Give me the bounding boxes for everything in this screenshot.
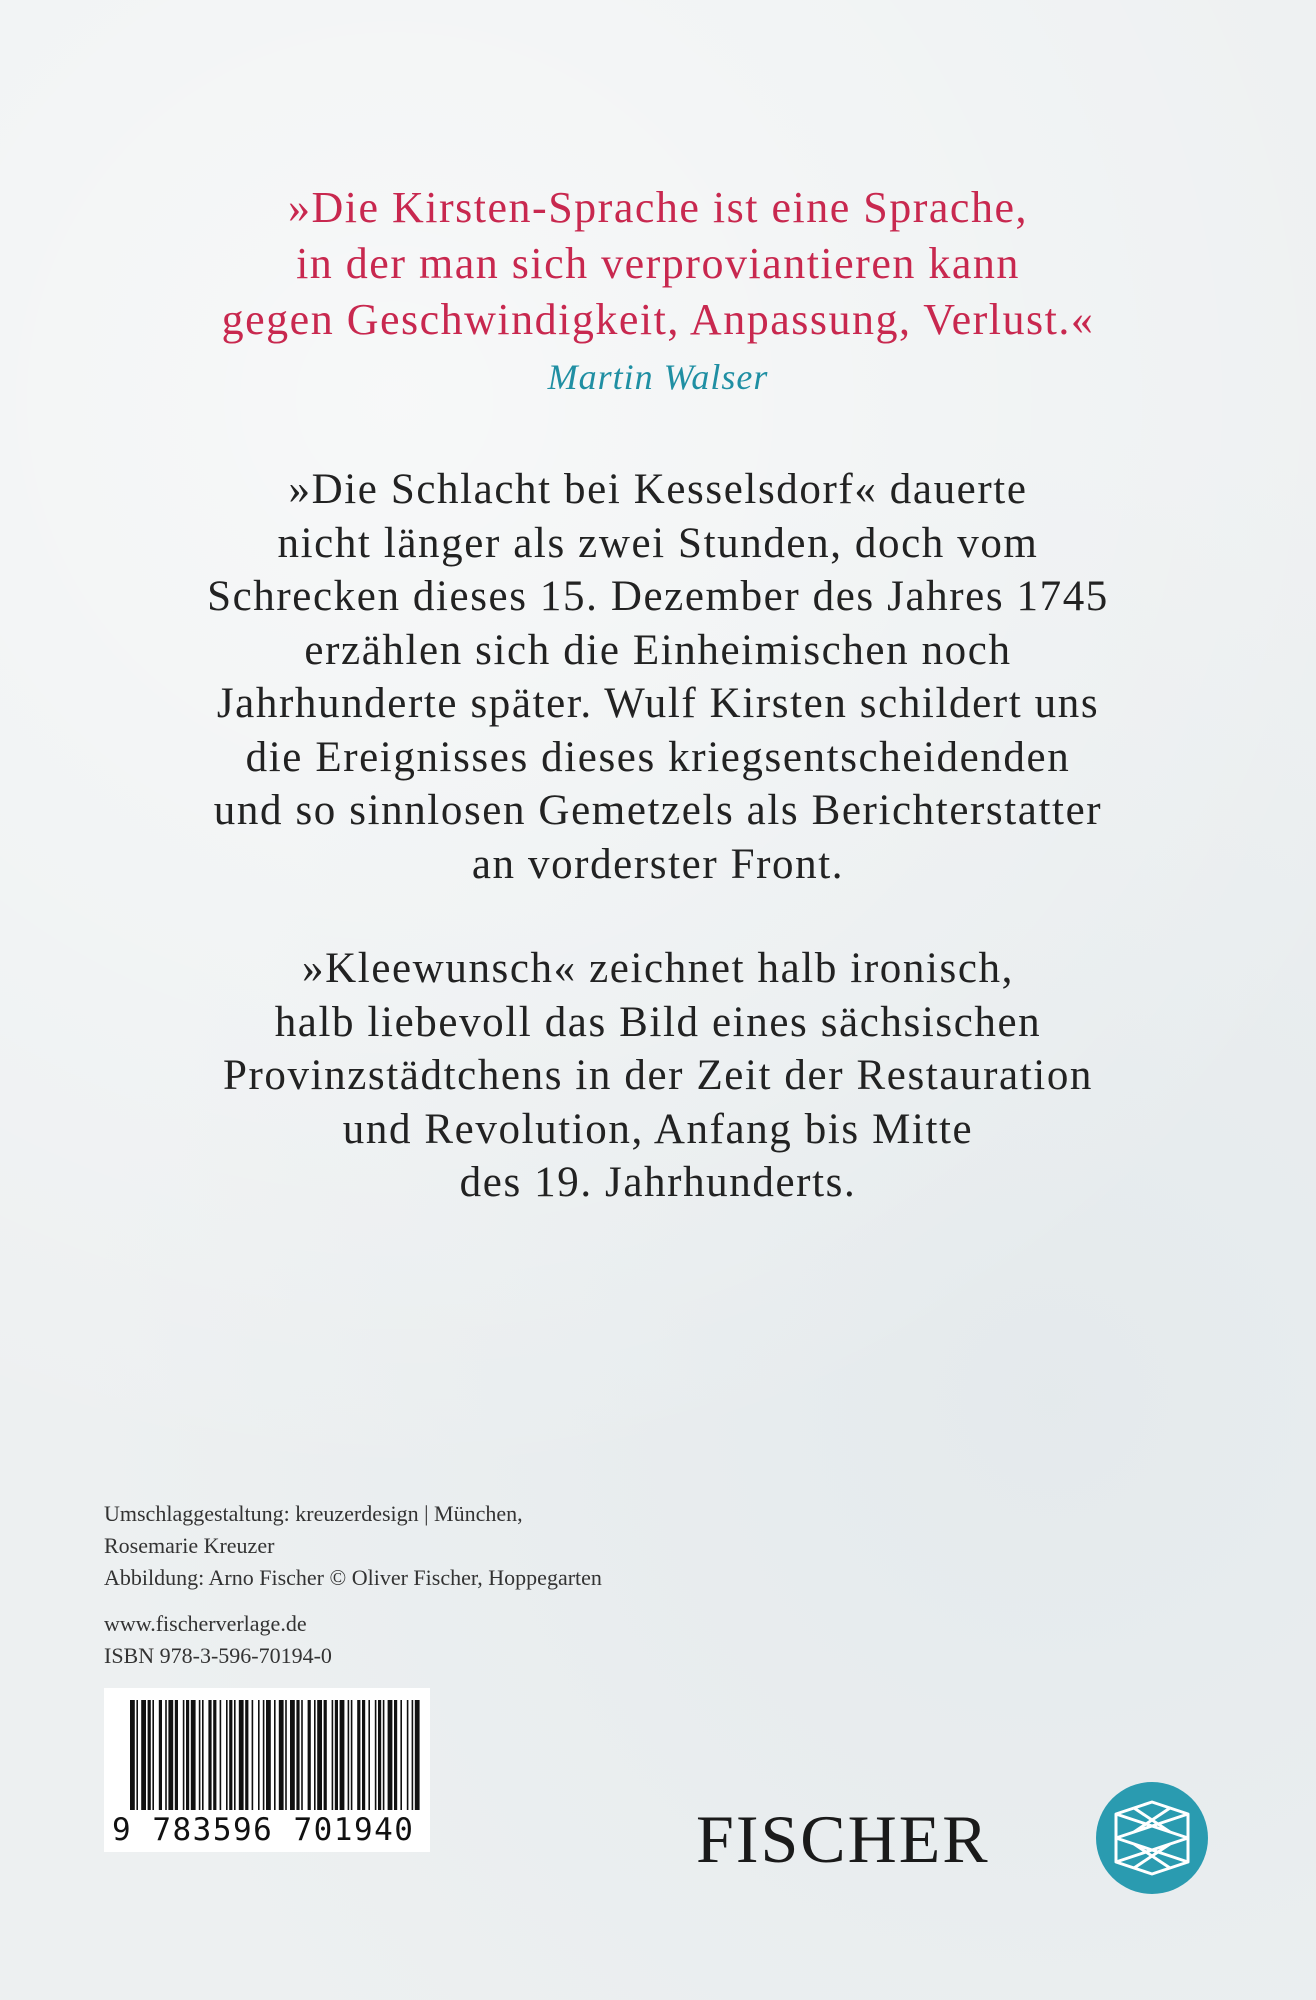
fischer-fish-logo-icon (1094, 1780, 1210, 1896)
quote-line: in der man sich verproviantieren kann (296, 239, 1020, 288)
quote-line: gegen Geschwindigkeit, Anpassung, Verlust.« (221, 295, 1095, 344)
praise-quote (0, 180, 1316, 348)
blurb-line: an vorderster Front. (471, 840, 845, 888)
blurb-line: erzählen sich die Einheimischen noch (304, 626, 1012, 674)
blurb-line: und so sinnlosen Gemetzels als Berichterstatter (213, 787, 1103, 834)
blurb-line: Jahrhunderte später. Wulf Kirsten schildert uns (216, 680, 1100, 727)
website-link[interactable]: www.fischerverlage.de (104, 1611, 307, 1636)
blurb-line: Schrecken dieses 15. Dezember des Jahres 1745 (207, 573, 1109, 620)
blurb-line: nicht länger als zwei Stunden, doch vom (277, 519, 1039, 567)
credit-line: Abbildung: Arno Fischer © Oliver Fischer, Hoppegarten (104, 1565, 602, 1590)
credit-line: Umschlaggestaltung: kreuzerdesign | München, (104, 1501, 523, 1526)
blurb-line: Provinzstädtchens in der Zeit der Restauration (222, 1052, 1094, 1099)
blurb-kesselsdorf (0, 463, 1316, 891)
credit-line: Rosemarie Kreuzer (104, 1533, 275, 1558)
blurb-line: halb liebevoll das Bild eines sächsischen (274, 998, 1042, 1046)
blurb-line: »Die Schlacht bei Kesselsdorf« dauerte (288, 466, 1028, 513)
blurb-line: und Revolution, Anfang bis Mitte (342, 1105, 974, 1153)
blurb-line: »Kleewunsch« zeichnet halb ironisch, (302, 945, 1014, 992)
blurb-line: die Ereignisses dieses kriegsentscheidenden (245, 733, 1071, 781)
publisher-name: FISCHER (696, 1801, 990, 1877)
cover-credits (104, 1498, 602, 1672)
blurb-kleewunsch (0, 942, 1316, 1210)
isbn-text: ISBN 978-3-596-70194-0 (104, 1643, 332, 1668)
blurb-line: des 19. Jahrhunderts. (459, 1159, 857, 1206)
quote-line: »Die Kirsten-Sprache ist eine Sprache, (288, 183, 1028, 232)
quote-author: Martin Walser (547, 357, 769, 397)
barcode (104, 1688, 430, 1852)
barcode-number: 9 783596 701940 (112, 1812, 415, 1848)
